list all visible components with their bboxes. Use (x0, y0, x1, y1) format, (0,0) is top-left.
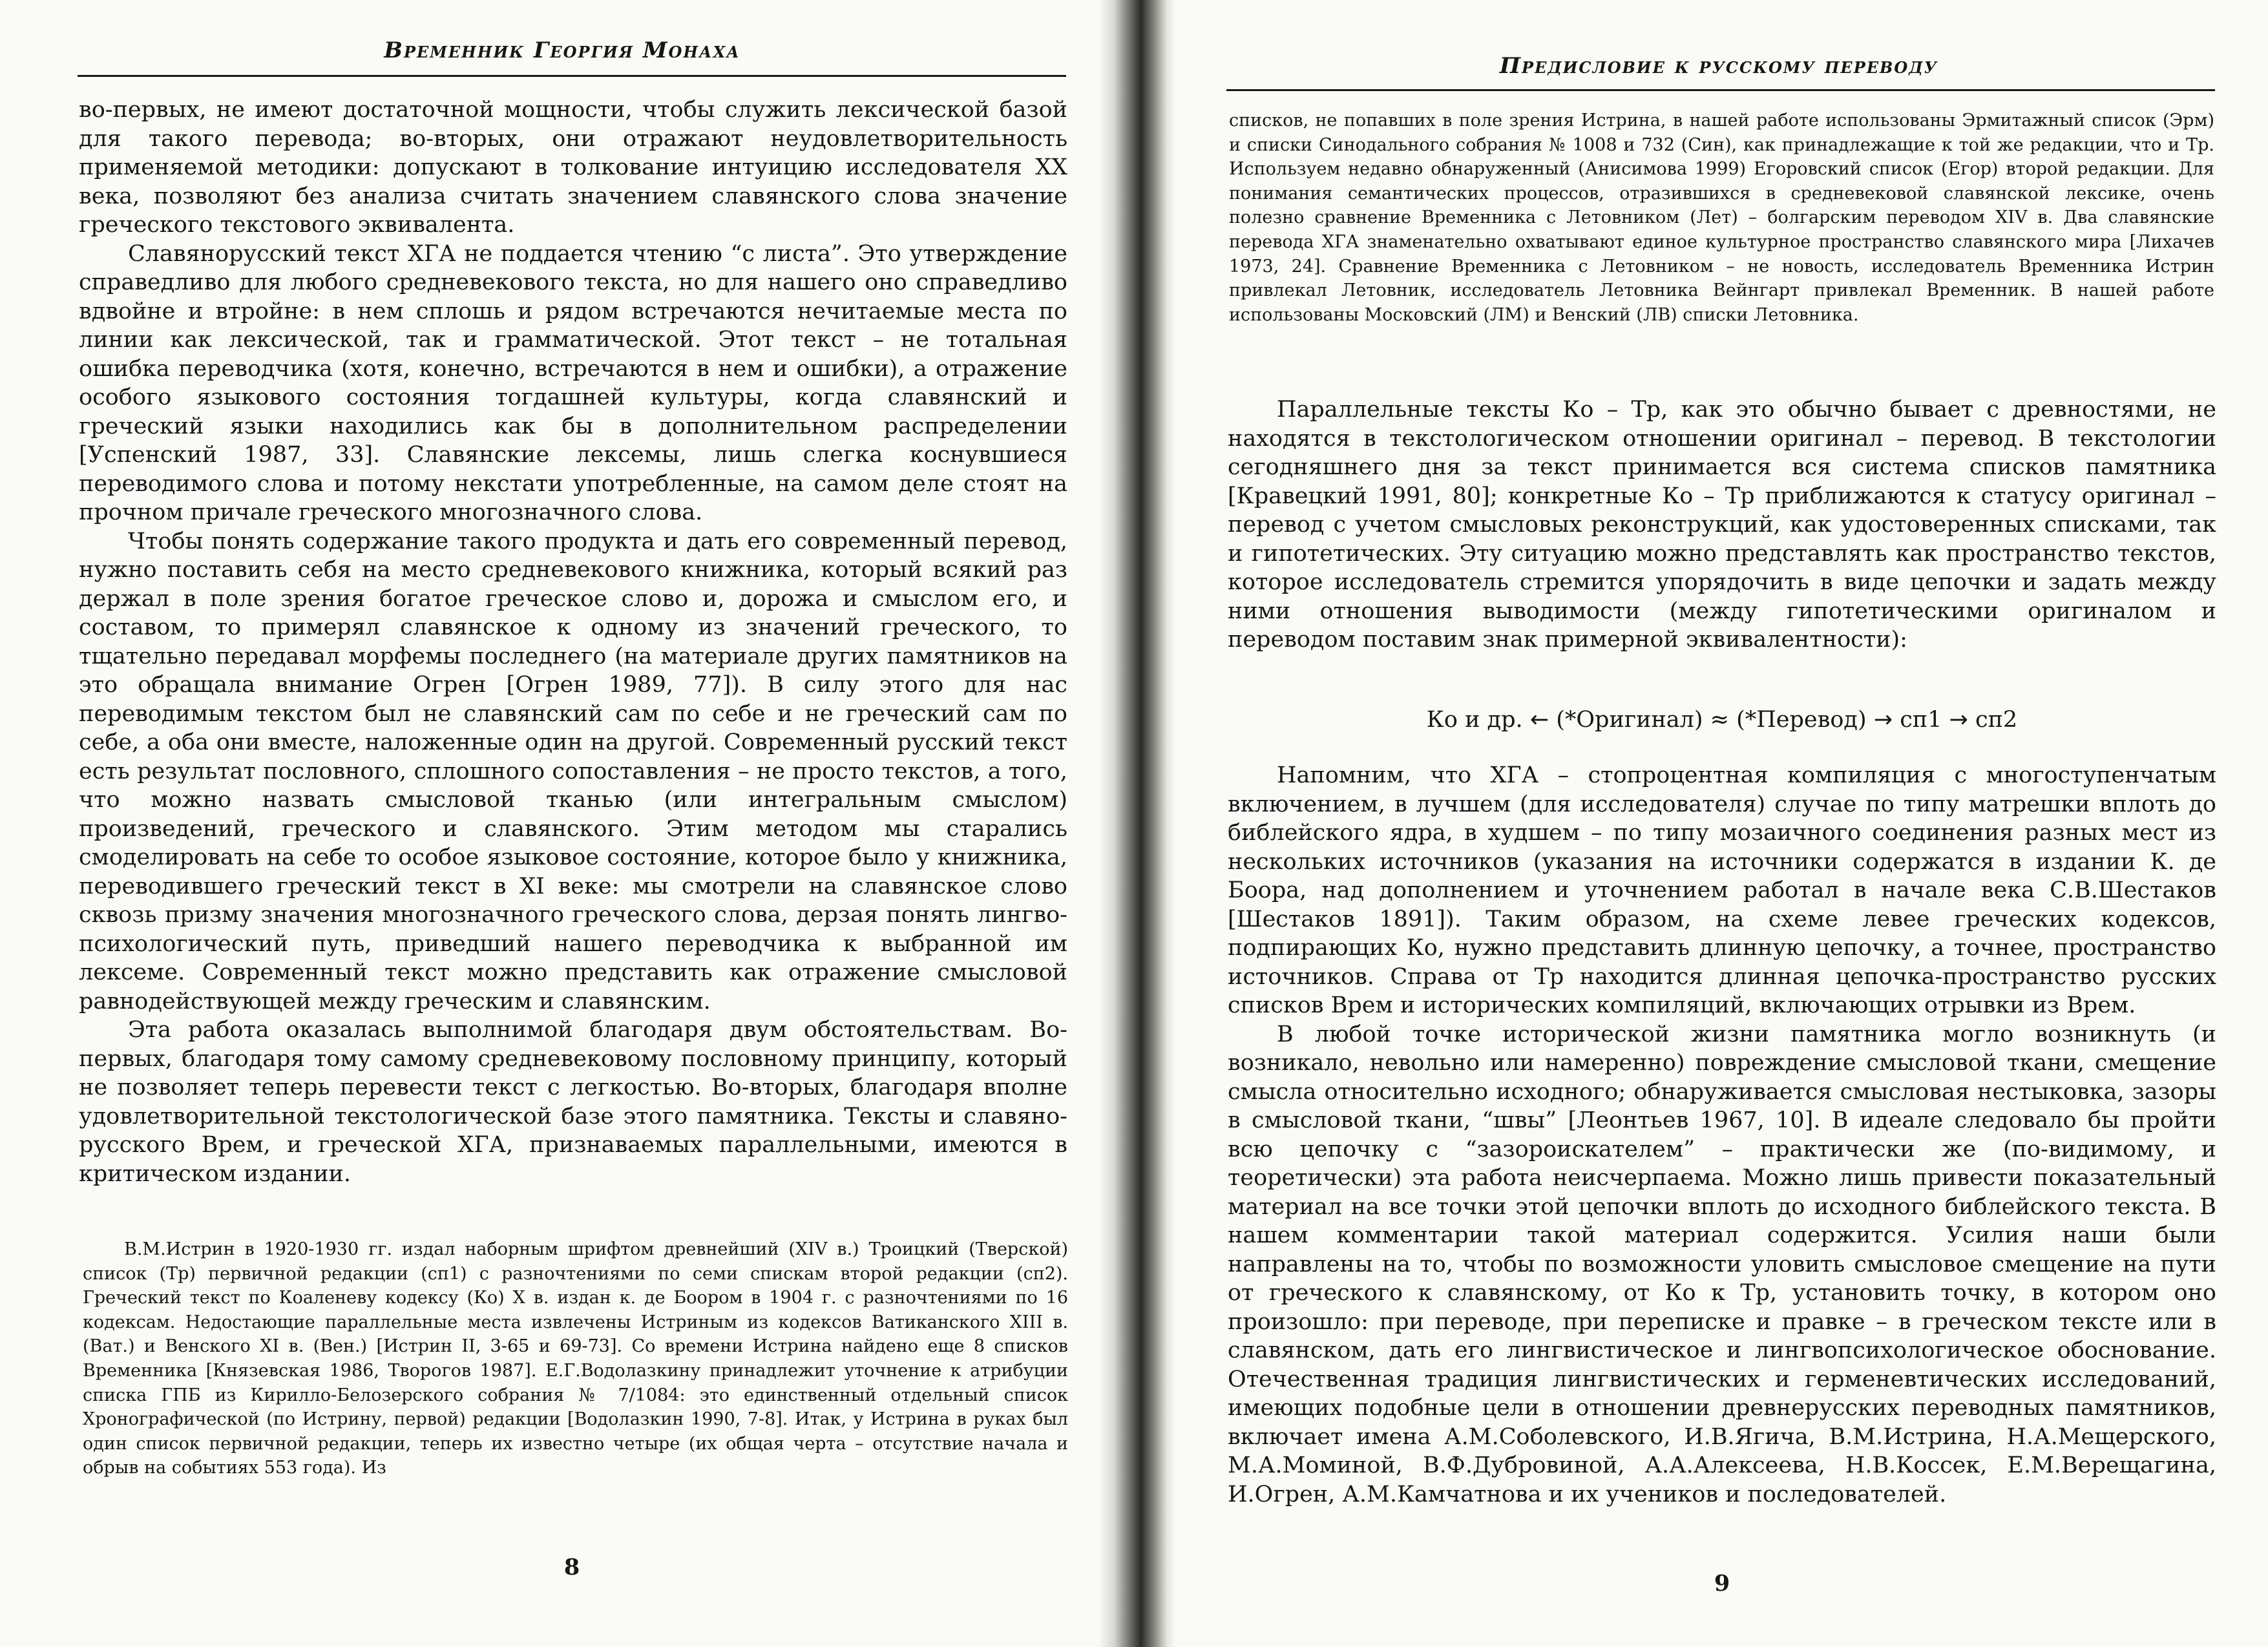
left-body-text (79, 96, 1067, 1188)
right-arrow-icon: → (1873, 707, 1893, 733)
formula-part-2: (*Оригинал) (1549, 707, 1710, 733)
left-arrow-icon: ← (1529, 707, 1549, 733)
formula-part-4: сп1 (1893, 707, 1949, 733)
running-head-right: Предисловие к русскому переводу (1499, 53, 1938, 79)
right-page (1176, 0, 2268, 1647)
left-paragraph-2: Славянорусский текст ХГА не поддается чтению “с листа”. Это утверждение справедливо для любого средневекового текста, но для нашего оно справедливо вдвойне и втройне: в нем сплошь и рядом встречаются нечитаемые места по линии как лексической, так и грамматической. Этот текст – не тотальная ошибка переводчика (хотя, конечно, встречаются в нем и ошибки), а отражение особого языкового состояния тогдашней культуры, когда славянский и греческий языки находились как бы в дополнительном распределении [Успенский 1987, 33]. Славянские лексемы, лишь слегка коснувшиеся переводимого слова и потому некстати употребленные, на самом деле стоят на прочном причале греческого многозначного слова. (79, 240, 1067, 525)
right-body-lower (1228, 761, 2216, 1509)
left-page (0, 0, 1098, 1647)
formula-part-3: (*Перевод) (1729, 707, 1874, 733)
right-arrow-icon: → (1949, 707, 1968, 733)
left-paragraph-3: Чтобы понять содержание такого продукта и дать его современный перевод, нужно поставить себя на место средневекового книжника, который всякий раз держал в поле зрения богатое греческое слово и, дорожа и смыслом его, и составом, то примерял славянское к одному из значений греческого, то тщательно передавал морфемы последнего (на материале других памятников на это обращала внимание Огрен [Огрен 1989, 77]). В силу этого для нас переводимым текстом был не славянский сам по себе и не греческий сам по себе, а оба они вместе, наложенные один на другой. Современный русский текст есть результат пословного, сплошного сопоставления – не просто текстов, а того, что можно назвать смысловой тканью (или интегральным смыслом) произведений, греческого и славянского. Этим методом мы старались смоделировать на себе то особое языковое состояние, которое было у книжника, переводившего греческий текст в XI веке: мы смотрели на славянское слово сквозь призму значения многозначного греческого слова, дерзая понять лингво-психологический путь, приведший нашего переводчика к выбранной им лексеме. Современный текст можно представить как отражение смысловой равнодействующей между греческим и славянским. (79, 528, 1067, 1014)
approx-icon: ≈ (1710, 707, 1729, 733)
right-body-upper (1228, 395, 2216, 655)
derivation-formula (1228, 706, 2216, 734)
left-footnote-text: В.М.Истрин в 1920-1930 гг. издал наборным шрифтом древнейший (XIV в.) Троицкий (Тверской) список (Тр) первичной редакции (сп1) с разночтениями по семи спискам второй редакции (сп2). Греческий текст по Коаленеву кодексу (Ко) X в. издан к. де Боором в 1904 г. с разночтениями по 16 кодексам. Недостающие параллельные места извлечены Истриным из кодексов Ватиканского XIII в. (Ват.) и Венского XI в. (Вен.) [Истрин II, 3-65 и 69-73]. Со времени Истрина найдено еще 8 списков Временника [Князевская 1986, Творогов 1987]. Е.Г.Водолазкину принадлежит уточнение к атрибуции списка ГПБ из Кирилло-Белозерского собрания № 7/1084: это единственный отдельный список Хронографической (по Истрину, первой) редакции [Водолазкин 1990, 7-8]. Итак, у Истрина в руках был один список первичной редакции, теперь их известно четыре (их общая черта – отсутствие начала и обрыв на событиях 553 года). Из (83, 1239, 1068, 1478)
right-footnote-text: списков, не попавших в поле зрения Истрина, в нашей работе использованы Эрмитажный список (Эрм) и списки Синодального собрания № 1008 и 732 (Син), как принадлежащие к той же редакции, что и Тр. Используем недавно обнаруженный (Анисимова 1999) Егоровский список (Егор) второй редакции. Для понимания семантических процессов, отразившихся в средневековой славянской лексике, очень полезно сравнение Временника с Летовником (Лет) – болгарским переводом XIV в. Два славянские перевода ХГА знаменательно охватывают единое культурное пространство славянского мира [Лихачев 1973, 24]. Сравнение Временника с Летовником – не новость, исследователь Временника Истрин привлекал Летовник, исследователь Летовника Вейнгарт привлекал Временник. В нашей работе использованы Московский (ЛМ) и Венский (ЛВ) списки Летовника. (1229, 110, 2214, 325)
page-number-right: 9 (1714, 1570, 1730, 1597)
right-footnote (1229, 109, 2214, 327)
header-rule-left (78, 75, 1066, 77)
right-paragraph-1: Параллельные тексты Ко – Тр, как это обычно бывает с древностями, не находятся в текстологическом отношении оригинал – перевод. В текстологии сегодняшнего дня за текст принимается вся система списков памятника [Кравецкий 1991, 80]; конкретные Ко – Тр приближаются к статусу оригинал – перевод с учетом смысловых реконструкций, как удостоверенных списками, так и гипотетических. Эту ситуацию можно представлять как пространство текстов, которое исследователь стремится упорядочить в виде цепочки и задать между ними отношения выводимости (между гипотетическими оригиналом и переводом поставим знак примерной эквивалентности): (1228, 397, 2216, 653)
page-number-left: 8 (563, 1554, 580, 1580)
book-gutter (1098, 0, 1176, 1647)
running-head-left: Временник Георгия Монаха (384, 37, 740, 63)
formula-part-5: сп2 (1968, 707, 2018, 733)
left-paragraph-1: во-первых, не имеют достаточной мощности, чтобы служить лексической базой для такого перевода; во-вторых, они отражают неудовлетворительность применяемой методики: допускают в толкование интуицию исследователя XX века, позволяют без анализа считать значением славянского слова значение греческого текстового эквивалента. (79, 97, 1067, 238)
formula-part-1: Ко и др. (1426, 707, 1530, 733)
left-paragraph-4: Эта работа оказалась выполнимой благодаря двум обстоятельствам. Во-первых, благодаря тому самому средневековому пословному принципу, который не позволяет теперь перевести текст с легкостью. Во-вторых, благодаря вполне удовлетворительной текстологической базе этого памятника. Тексты и славяно-русского Врем, и греческой ХГА, признаваемых параллельными, имеются в критическом издании. (79, 1017, 1067, 1187)
header-rule-right (1226, 89, 2215, 91)
left-footnote (83, 1237, 1068, 1480)
right-paragraph-3: В любой точке исторической жизни памятника могло возникнуть (и возникало, невольно или намеренно) повреждение смысловой ткани, смещение смысла относительно исходного; обнаруживается смысловая нестыковка, зазоры в смысловой ткани, “швы” [Леонтьев 1967, 10]. В идеале следовало бы пройти всю цепочку с “зазороискателем” – практически же (по-видимому, и теоретически) эта работа неисчерпаема. Можно лишь привести показательный материал на все точки этой цепочки вплоть до исходного библейского текста. В нашем комментарии такой материал содержится. Усилия наши были направлены на то, чтобы по возможности уловить смысловое смещение на пути от греческого к славянскому, от Ко к Тр, установить точку, в котором оно произошло: при переводе, при переписке и правке – в греческом тексте или в славянском, дать его лингвистическое и лингвопсихологическое обоснование. Отечественная традиция лингвистических и герменевтических исследований, имеющих подобные цели в отношении древнерусских переводных памятников, включает имена А.М.Соболевского, И.В.Ягича, В.М.Истрина, Н.А.Мещерского, М.А.Моминой, В.Ф.Дубровиной, А.А.Алексеева, Н.В.Коссек, Е.М.Верещагина, И.Огрен, А.М.Камчатнова и их учеников и последователей. (1228, 1021, 2216, 1507)
right-paragraph-2: Напомним, что ХГА – стопроцентная компиляция с многоступенчатым включением, в лучшем (для исследователя) случае по типу матрешки вплоть до библейского ядра, в худшем – по типу мозаичного соединения разных мест из нескольких источников (указания на источники содержатся в издании К. де Боора, над дополнением и уточнением работал в начале века С.В.Шестаков [Шестаков 1891]). Таким образом, на схеме левее греческих кодексов, подпирающих Ко, нужно представить длинную цепочку, а точнее, пространство источников. Справа от Тр находится длинная цепочка-пространство русских списков Врем и исторических компиляций, включающих отрывки из Врем. (1228, 762, 2216, 1018)
